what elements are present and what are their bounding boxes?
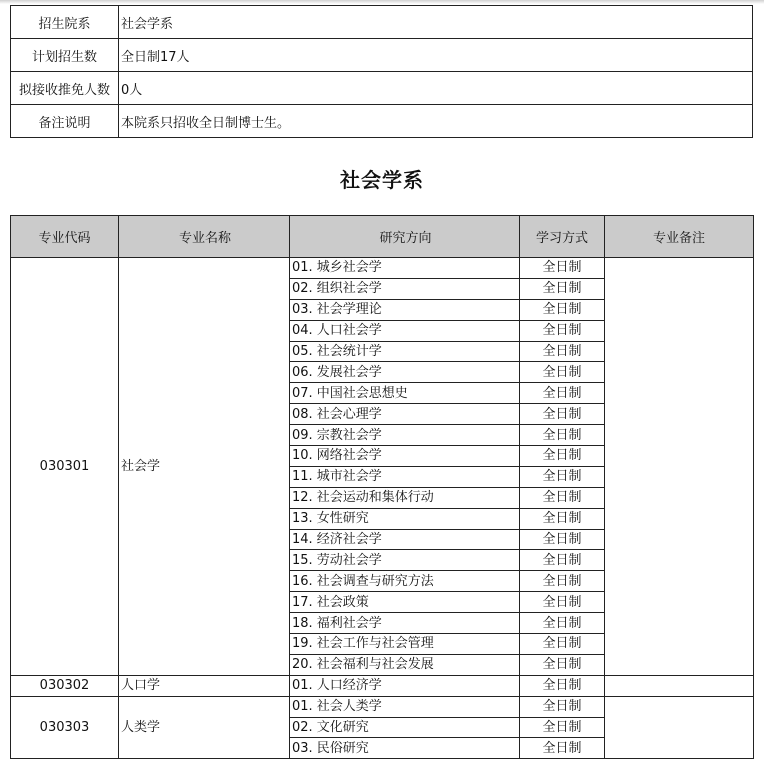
table-row	[11, 258, 754, 279]
header-major-name: 专业名称	[119, 216, 290, 258]
major-code: 030302	[11, 675, 119, 696]
study-mode: 全日制	[520, 696, 605, 717]
study-mode: 全日制	[520, 404, 605, 425]
study-mode: 全日制	[520, 529, 605, 550]
research-direction: 01. 社会人类学	[290, 696, 520, 717]
info-value: 社会学系	[119, 6, 753, 39]
majors-table	[10, 215, 754, 759]
study-mode: 全日制	[520, 675, 605, 696]
research-direction: 06. 发展社会学	[290, 362, 520, 383]
research-direction: 10. 网络社会学	[290, 446, 520, 467]
info-label: 拟接收推免人数	[11, 72, 119, 105]
header-major-code: 专业代码	[11, 216, 119, 258]
info-row	[11, 105, 753, 138]
research-direction: 14. 经济社会学	[290, 529, 520, 550]
study-mode: 全日制	[520, 299, 605, 320]
info-label: 招生院系	[11, 6, 119, 39]
research-direction: 09. 宗教社会学	[290, 425, 520, 446]
research-direction: 03. 社会学理论	[290, 299, 520, 320]
study-mode: 全日制	[520, 383, 605, 404]
info-label: 备注说明	[11, 105, 119, 138]
research-direction: 13. 女性研究	[290, 508, 520, 529]
info-row	[11, 72, 753, 105]
study-mode: 全日制	[520, 425, 605, 446]
study-mode: 全日制	[520, 341, 605, 362]
header-research-direction: 研究方向	[290, 216, 520, 258]
research-direction: 02. 文化研究	[290, 717, 520, 738]
major-note	[605, 258, 754, 676]
info-label: 计划招生数	[11, 39, 119, 72]
major-name: 人类学	[119, 696, 290, 759]
research-direction: 12. 社会运动和集体行动	[290, 487, 520, 508]
research-direction: 04. 人口社会学	[290, 320, 520, 341]
major-note	[605, 696, 754, 759]
study-mode: 全日制	[520, 446, 605, 467]
study-mode: 全日制	[520, 550, 605, 571]
info-value: 全日制17人	[119, 39, 753, 72]
table-row	[11, 675, 754, 696]
page-title: 社会学系	[340, 168, 424, 192]
top-shadow	[0, 0, 764, 4]
study-mode: 全日制	[520, 634, 605, 655]
research-direction: 15. 劳动社会学	[290, 550, 520, 571]
study-mode: 全日制	[520, 592, 605, 613]
study-mode: 全日制	[520, 717, 605, 738]
research-direction: 16. 社会调查与研究方法	[290, 571, 520, 592]
study-mode: 全日制	[520, 738, 605, 759]
research-direction: 01. 城乡社会学	[290, 258, 520, 279]
study-mode: 全日制	[520, 258, 605, 279]
research-direction: 05. 社会统计学	[290, 341, 520, 362]
study-mode: 全日制	[520, 320, 605, 341]
study-mode: 全日制	[520, 571, 605, 592]
research-direction: 03. 民俗研究	[290, 738, 520, 759]
header-major-note: 专业备注	[605, 216, 754, 258]
study-mode: 全日制	[520, 508, 605, 529]
major-name: 人口学	[119, 675, 290, 696]
research-direction: 08. 社会心理学	[290, 404, 520, 425]
study-mode: 全日制	[520, 362, 605, 383]
study-mode: 全日制	[520, 278, 605, 299]
research-direction: 01. 人口经济学	[290, 675, 520, 696]
info-table	[10, 5, 753, 138]
header-study-mode: 学习方式	[520, 216, 605, 258]
research-direction: 02. 组织社会学	[290, 278, 520, 299]
research-direction: 19. 社会工作与社会管理	[290, 634, 520, 655]
study-mode: 全日制	[520, 654, 605, 675]
major-name: 社会学	[119, 258, 290, 676]
info-row	[11, 6, 753, 39]
research-direction: 17. 社会政策	[290, 592, 520, 613]
research-direction: 07. 中国社会思想史	[290, 383, 520, 404]
info-value: 本院系只招收全日制博士生。	[119, 105, 753, 138]
research-direction: 18. 福利社会学	[290, 613, 520, 634]
major-note	[605, 675, 754, 696]
info-value: 0人	[119, 72, 753, 105]
table-header-row	[11, 216, 754, 258]
table-row	[11, 696, 754, 717]
study-mode: 全日制	[520, 613, 605, 634]
research-direction: 20. 社会福利与社会发展	[290, 654, 520, 675]
major-code: 030301	[11, 258, 119, 676]
research-direction: 11. 城市社会学	[290, 466, 520, 487]
major-code: 030303	[11, 696, 119, 759]
study-mode: 全日制	[520, 466, 605, 487]
study-mode: 全日制	[520, 487, 605, 508]
info-row	[11, 39, 753, 72]
